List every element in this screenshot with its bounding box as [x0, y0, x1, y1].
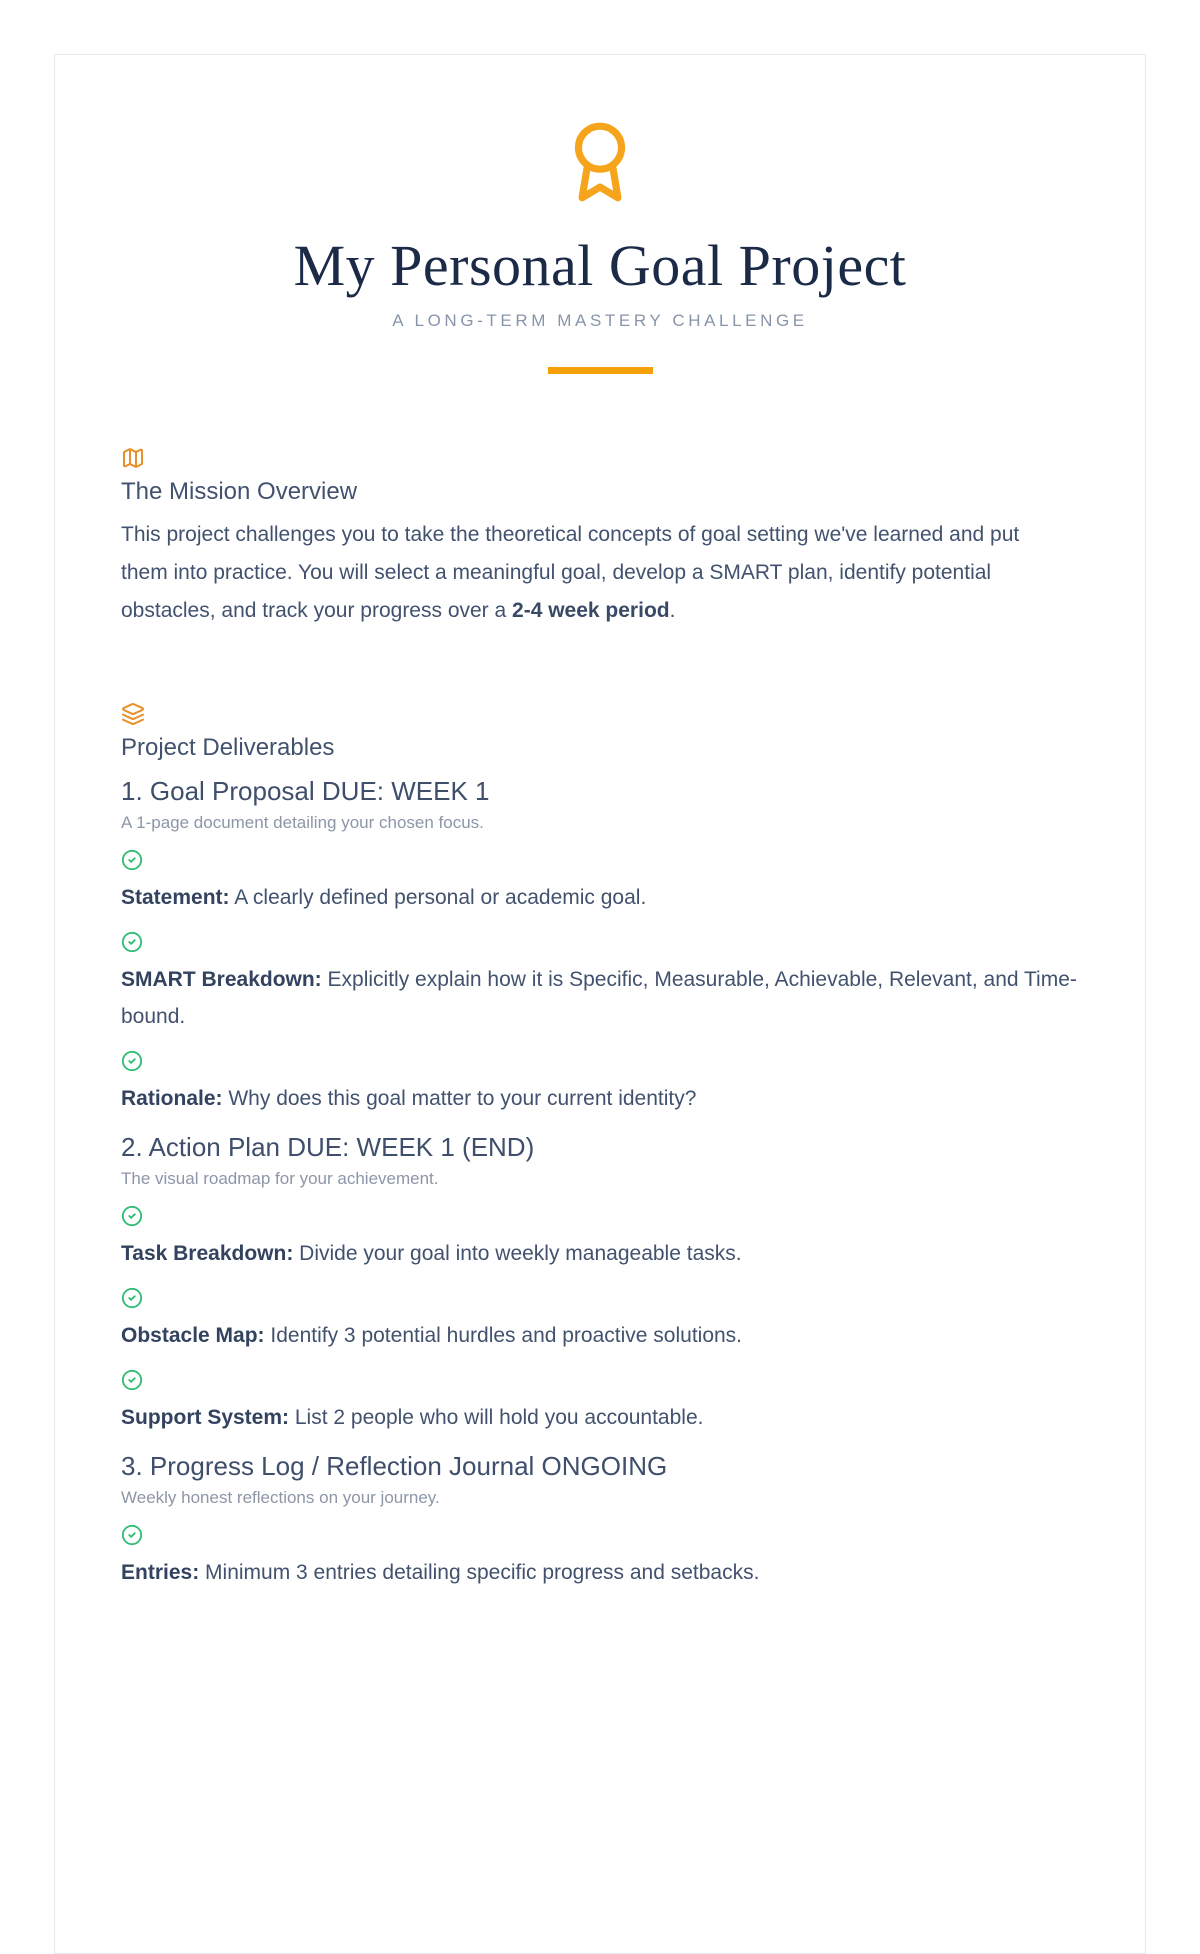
check-item-label: Entries:: [121, 1561, 200, 1584]
check-circle-icon: [121, 849, 1079, 871]
mission-body-text: This project challenges you to take the theoretical concepts of goal setting we've learned and put them into practice. You will select a meaningful goal, develop a SMART plan, identify potential obstacles, and track your progress over a: [121, 523, 1020, 622]
deliverable-group: [121, 1452, 1079, 1591]
accent-divider: [548, 367, 653, 374]
award-icon: [557, 119, 643, 205]
check-item: [121, 1205, 1079, 1272]
check-item-text: Identify 3 potential hurdles and proactive solutions.: [270, 1324, 743, 1347]
check-item-label: Task Breakdown:: [121, 1242, 294, 1265]
mission-body: [121, 516, 1066, 630]
deliverables-section: [121, 702, 1079, 1591]
mission-body-bold: 2-4 week period: [512, 599, 670, 622]
deliverable-groups: [121, 777, 1079, 1591]
check-item-label: Obstacle Map:: [121, 1324, 265, 1347]
deliverable-title: 1. Goal Proposal DUE: WEEK 1: [121, 776, 490, 806]
deliverable-caption: A 1-page document detailing your chosen focus.: [121, 813, 484, 832]
deliverable-title: 2. Action Plan DUE: WEEK 1 (END): [121, 1132, 535, 1162]
document-header: [121, 119, 1079, 374]
document-card: [54, 54, 1146, 1954]
check-item: [121, 1287, 1079, 1354]
check-item-line: [121, 961, 1079, 1035]
check-item-label: Statement:: [121, 886, 230, 909]
check-item-label: SMART Breakdown:: [121, 968, 322, 991]
check-item-line: [121, 1554, 1079, 1591]
mission-section: [121, 446, 1079, 630]
check-item: [121, 849, 1079, 916]
check-items: [121, 1205, 1079, 1436]
deliverable-title: 3. Progress Log / Reflection Journal ONGOING: [121, 1451, 668, 1481]
deliverable-caption: The visual roadmap for your achievement.: [121, 1169, 439, 1188]
check-circle-icon: [121, 1050, 1079, 1072]
check-circle-icon: [121, 1524, 1079, 1546]
check-item-text: A clearly defined personal or academic goal.: [234, 886, 647, 909]
mission-body-period: .: [669, 599, 676, 622]
check-item: [121, 1050, 1079, 1117]
check-item-label: Rationale:: [121, 1087, 223, 1110]
map-icon: [121, 446, 1079, 470]
deliverables-heading: Project Deliverables: [121, 734, 335, 761]
mission-heading: The Mission Overview: [121, 478, 358, 505]
check-item-text: Minimum 3 entries detailing specific progress and setbacks.: [205, 1561, 760, 1584]
page-title: My Personal Goal Project: [293, 233, 907, 298]
check-item: [121, 931, 1079, 1035]
check-item-line: [121, 1399, 1079, 1436]
deliverable-group: [121, 1133, 1079, 1436]
deliverable-caption: Weekly honest reflections on your journey.: [121, 1488, 440, 1507]
check-circle-icon: [121, 1369, 1079, 1391]
check-item-line: [121, 1080, 1079, 1117]
check-item-line: [121, 1235, 1079, 1272]
check-item-text: Why does this goal matter to your current identity?: [228, 1087, 697, 1110]
check-item-line: [121, 1317, 1079, 1354]
check-item-text: Explicitly explain how it is Specific, Measurable, Achievable, Relevant, and Time-bound.: [121, 968, 1077, 1028]
check-circle-icon: [121, 1205, 1079, 1227]
check-items: [121, 1524, 1079, 1591]
check-items: [121, 849, 1079, 1117]
check-item: [121, 1369, 1079, 1436]
check-item: [121, 1524, 1079, 1591]
page-subtitle: A LONG-TERM MASTERY CHALLENGE: [392, 311, 808, 330]
check-item-text: List 2 people who will hold you accountable.: [294, 1406, 704, 1429]
deliverable-group: [121, 777, 1079, 1117]
check-circle-icon: [121, 931, 1079, 953]
check-item-label: Support System:: [121, 1406, 290, 1429]
check-item-text: Divide your goal into weekly manageable tasks.: [299, 1242, 742, 1265]
check-item-line: [121, 879, 1079, 916]
layers-icon: [121, 702, 1079, 726]
check-circle-icon: [121, 1287, 1079, 1309]
